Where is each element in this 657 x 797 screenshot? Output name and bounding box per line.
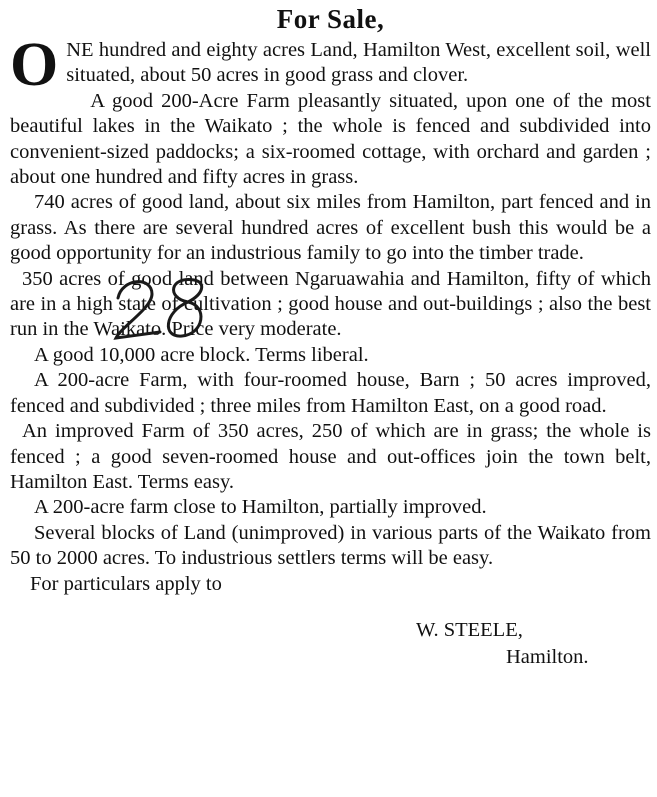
listing-paragraph: A good 10,000 acre block. Terms liberal.: [34, 343, 369, 366]
listing-text: NE hundred and eighty acres Land, Hamilton West, excellent soil, well situated, about 50 acres in good grass and clover.: [66, 39, 651, 87]
listing-paragraph: A 200-acre farm close to Hamilton, partially improved.: [34, 496, 487, 519]
signature-name: W. STEELE,: [416, 618, 523, 641]
listing-paragraph: 350 acres of good land between Ngaruawahia and Hamilton, fifty of which are in a high state of cultivation ; good house and out-buildings ; also the best run in the Waikato. Price very moderate.: [10, 267, 651, 341]
listing-paragraph: A 200-acre Farm, with four-roomed house, Barn ; 50 acres improved, fenced and subdivided ; three miles from Hamilton East, on a good road.: [10, 369, 651, 417]
ad-title: For Sale,: [276, 4, 385, 34]
listing-paragraph: 740 acres of good land, about six miles from Hamilton, part fenced and in grass. As there are several hundred acres of excellent bush this would be a good opportunity for an industrious family to go into the timber trade.: [10, 191, 651, 265]
listing-paragraph: Several blocks of Land (unimproved) in various parts of the Waikato from 50 to 2000 acres. To industrious settlers terms will be easy.: [10, 521, 651, 570]
listing-paragraph: An improved Farm of 350 acres, 250 of which are in grass; the whole is fenced ; a good seven-roomed house and out-offices join the town belt, Hamilton East. Terms easy.: [10, 420, 651, 493]
listing-paragraph: A good 200-Acre Farm pleasantly situated, upon one of the most beautiful lakes in the Waikato ; the whole is fenced and subdivided into convenient-sized paddocks; a six-roomed cottage, with orchard and garden ; about one hundred and fifty acres in grass.: [10, 89, 651, 189]
drop-cap: O: [10, 31, 59, 99]
advertisement: [10, 4, 651, 671]
signature-place: Hamilton.: [506, 645, 589, 668]
listing-paragraph: [10, 31, 651, 99]
contact-line: For particulars apply to: [30, 572, 222, 595]
